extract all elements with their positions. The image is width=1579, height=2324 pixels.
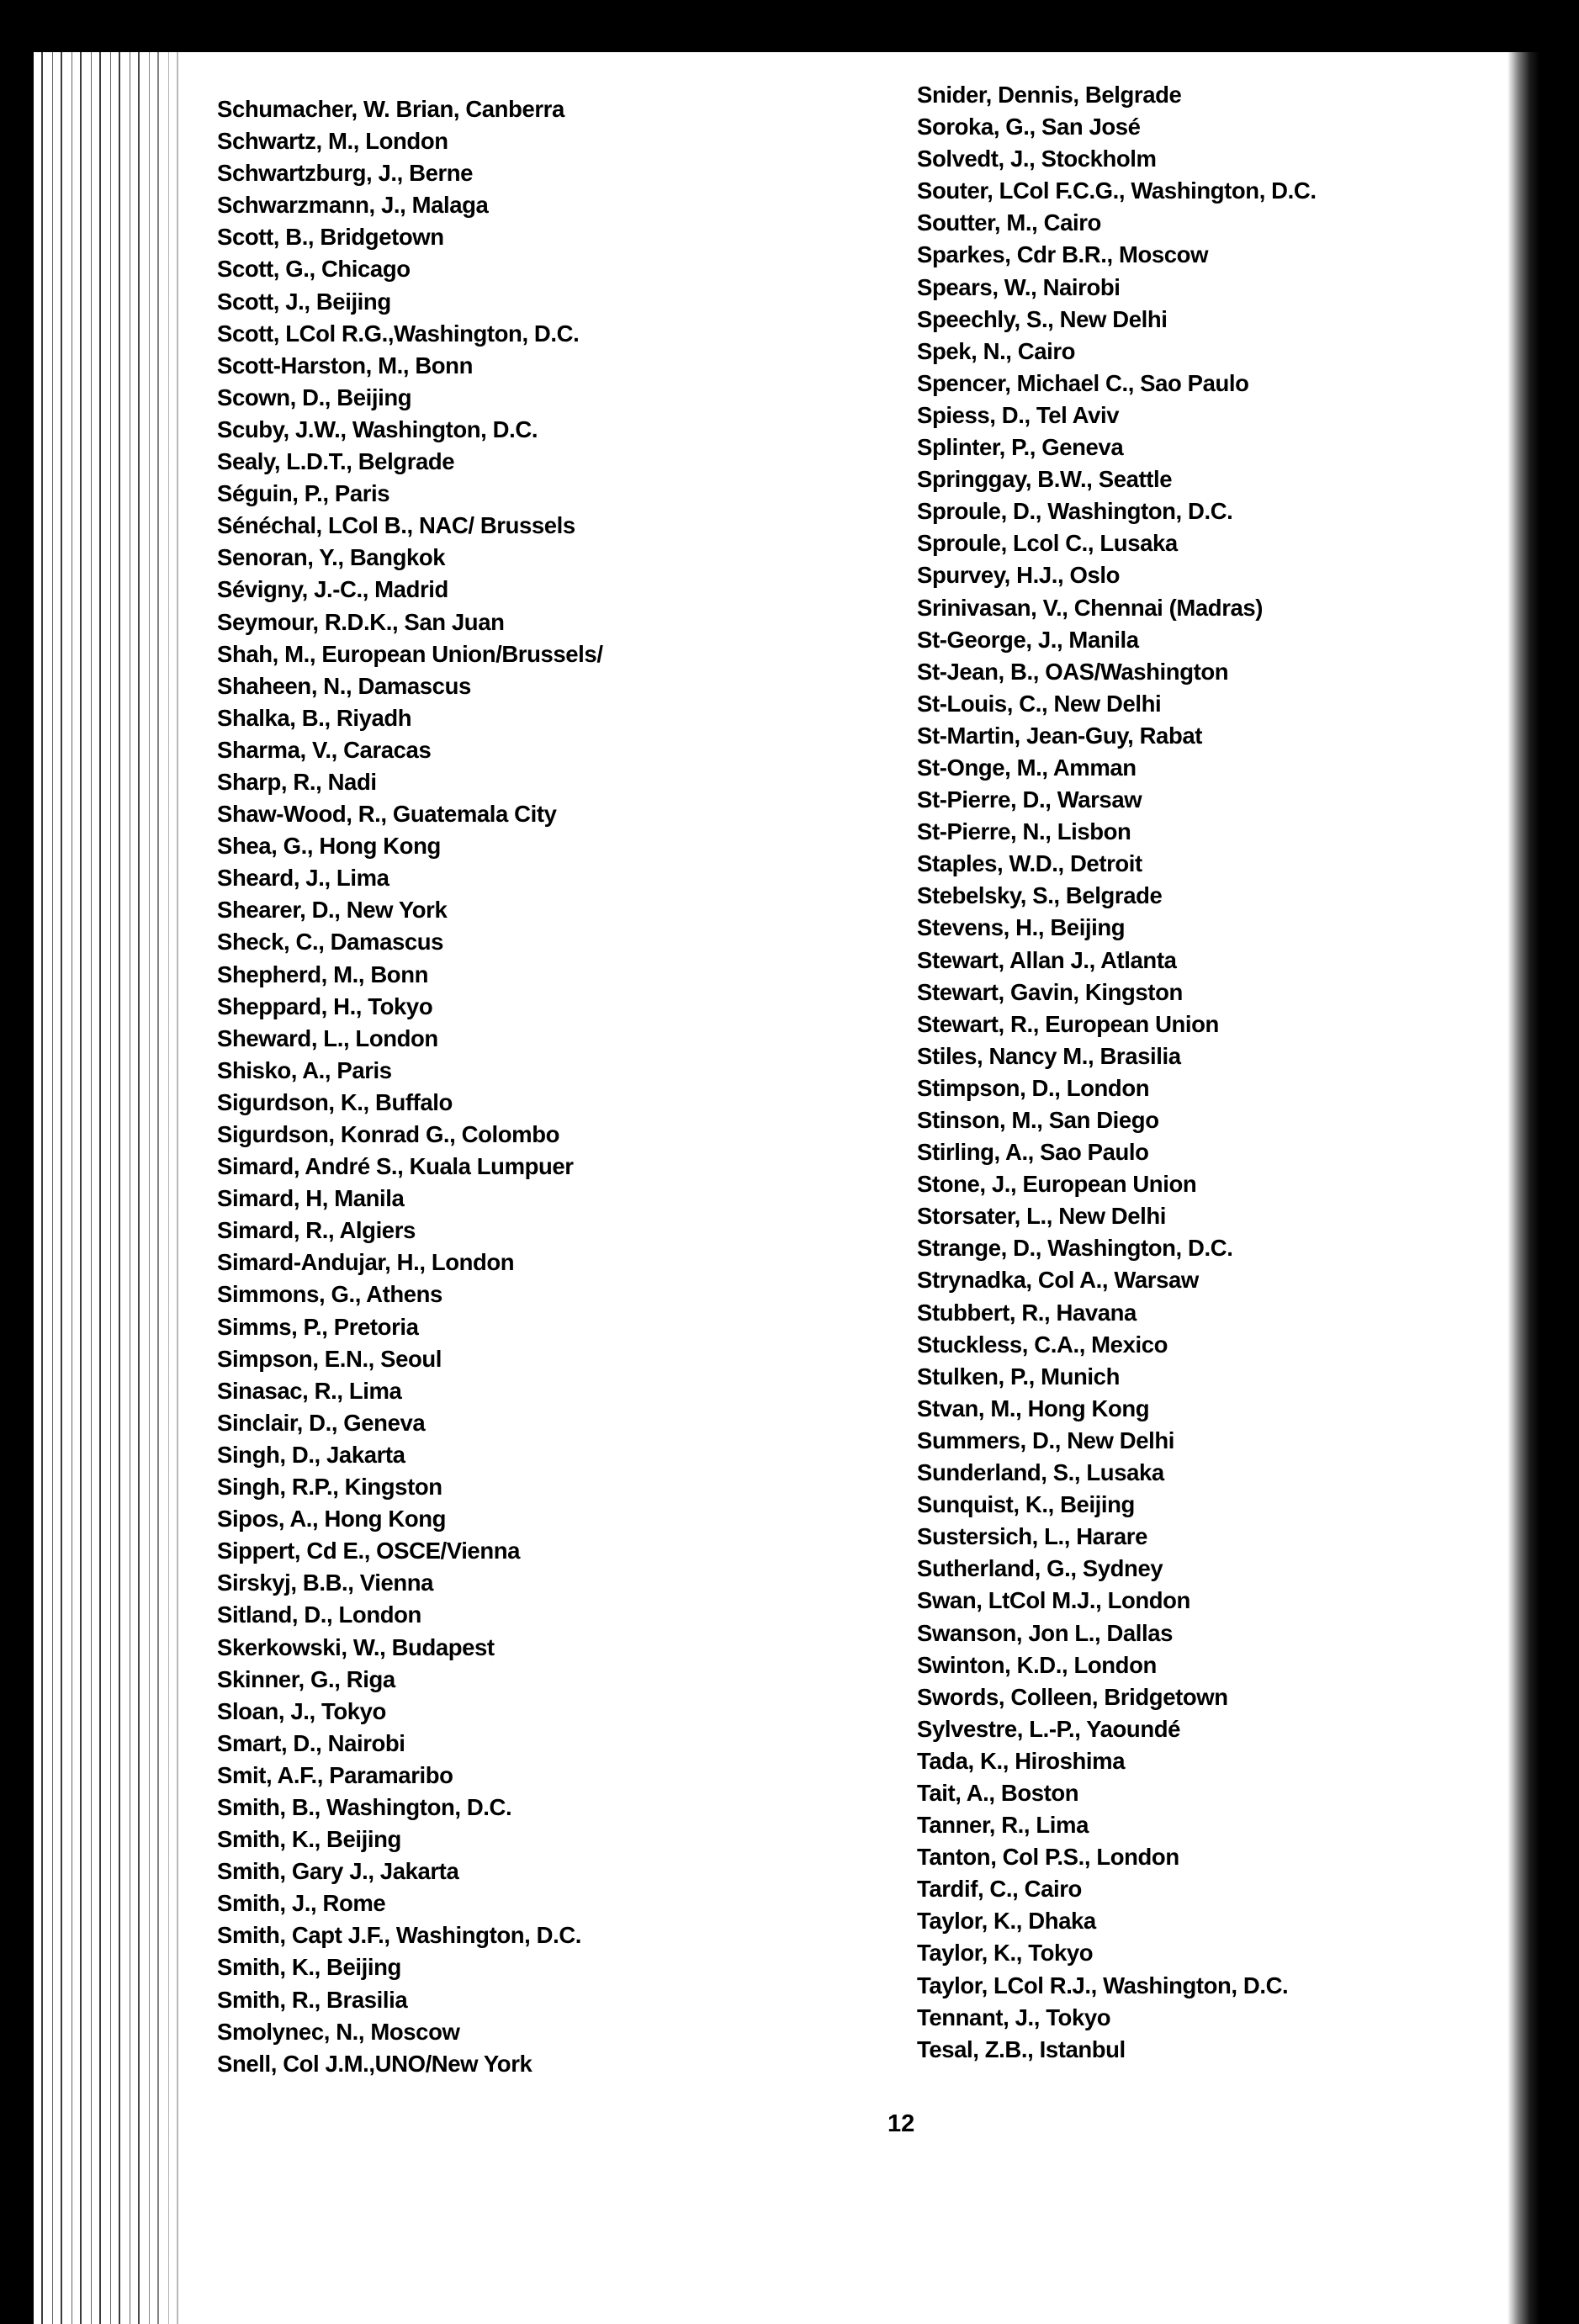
directory-entry: Smith, J., Rome (217, 1890, 386, 1917)
directory-entry: Sirskyj, B.B., Vienna (217, 1570, 434, 1596)
directory-entry: Stone, J., European Union (917, 1171, 1197, 1198)
directory-entry: Smith, R., Brasilia (217, 1986, 408, 2013)
directory-entry: Shaw-Wood, R., Guatemala City (217, 801, 557, 828)
directory-entry: Sipos, A., Hong Kong (217, 1506, 447, 1533)
page-number: 12 (888, 2110, 915, 2137)
directory-entry: Tait, A., Boston (917, 1779, 1079, 1806)
directory-entry: Spiess, D., Tel Aviv (917, 401, 1120, 428)
directory-entry: Taylor, K., Dhaka (917, 1908, 1096, 1935)
directory-entry: Sheppard, H., Tokyo (217, 993, 433, 1019)
directory-entry: Souter, LCol F.C.G., Washington, D.C. (917, 177, 1317, 204)
directory-entry: St-Jean, B., OAS/Washington (917, 658, 1229, 685)
directory-entry: St-Louis, C., New Delhi (917, 690, 1162, 717)
directory-entry: Smit, A.F., Paramaribo (217, 1761, 453, 1788)
directory-entry: Sigurdson, Konrad G., Colombo (217, 1121, 559, 1147)
directory-entry: Scown, D., Beijing (217, 384, 412, 410)
directory-entry: Smith, Gary J., Jakarta (217, 1858, 459, 1885)
directory-entry: Sippert, Cd E., OSCE/Vienna (217, 1538, 521, 1564)
directory-entry: Stvan, M., Hong Kong (917, 1395, 1150, 1421)
directory-entry: Scott, LCol R.G.,Washington, D.C. (217, 320, 580, 347)
directory-entry: Stirling, A., Sao Paulo (917, 1139, 1149, 1166)
directory-entry: Scuby, J.W., Washington, D.C. (217, 416, 538, 442)
directory-entry: Stewart, Gavin, Kingston (917, 978, 1183, 1005)
directory-entry: Sinasac, R., Lima (217, 1377, 402, 1404)
directory-entry: Srinivasan, V., Chennai (Madras) (917, 594, 1264, 621)
directory-entry: Singh, D., Jakarta (217, 1441, 405, 1468)
directory-entry: Sigurdson, K., Buffalo (217, 1088, 453, 1115)
directory-entry: Smart, D., Nairobi (217, 1729, 405, 1756)
directory-entry: Smith, Capt J.F., Washington, D.C. (217, 1922, 582, 1949)
directory-entry: Tennant, J., Tokyo (917, 2004, 1111, 2030)
directory-entry: St-Onge, M., Amman (917, 754, 1137, 781)
directory-entry: Stuckless, C.A., Mexico (917, 1331, 1168, 1358)
directory-entry: Sunquist, K., Beijing (917, 1491, 1135, 1518)
directory-entry: Skerkowski, W., Budapest (217, 1633, 495, 1660)
directory-entry: Strange, D., Washington, D.C. (917, 1235, 1233, 1262)
directory-entry: Sproule, Lcol C., Lusaka (917, 530, 1178, 557)
directory-entry: Staples, W.D., Detroit (917, 850, 1142, 877)
directory-entry: Solvedt, J., Stockholm (917, 146, 1157, 172)
directory-entry: Sunderland, S., Lusaka (917, 1459, 1164, 1486)
directory-entry: St-George, J., Manila (917, 626, 1139, 653)
directory-entry: Scott, J., Beijing (217, 288, 391, 315)
directory-entry: Stiles, Nancy M., Brasilia (917, 1042, 1181, 1069)
directory-entry: Shea, G., Hong Kong (217, 833, 441, 860)
directory-entry: Speechly, S., New Delhi (917, 305, 1168, 332)
directory-entry: Spurvey, H.J., Oslo (917, 562, 1121, 589)
directory-entry: Taylor, K., Tokyo (917, 1940, 1094, 1967)
directory-entry: Singh, R.P., Kingston (217, 1474, 442, 1501)
directory-entry: Stewart, Allan J., Atlanta (917, 946, 1177, 973)
directory-entry: Tanner, R., Lima (917, 1812, 1089, 1839)
directory-entry: Spek, N., Cairo (917, 337, 1076, 364)
directory-entry: Soroka, G., San José (917, 114, 1141, 140)
directory-entry: Swanson, Jon L., Dallas (917, 1619, 1174, 1646)
directory-entry: Schwarzmann, J., Malaga (217, 192, 489, 219)
directory-entry: Stewart, R., European Union (917, 1010, 1219, 1037)
directory-entry: St-Pierre, N., Lisbon (917, 818, 1131, 845)
directory-entry: Snider, Dennis, Belgrade (917, 82, 1182, 108)
directory-entry: Summers, D., New Delhi (917, 1427, 1175, 1453)
directory-entry: Storsater, L., New Delhi (917, 1203, 1167, 1230)
directory-entry: Stinson, M., San Diego (917, 1107, 1159, 1133)
directory-entry: Swords, Colleen, Bridgetown (917, 1683, 1228, 1710)
directory-entry: Shepherd, M., Bonn (217, 961, 428, 987)
directory-entry: Shisko, A., Paris (217, 1056, 392, 1083)
directory-entry: Sproule, D., Washington, D.C. (917, 498, 1233, 525)
directory-entry: Seymour, R.D.K., San Juan (217, 608, 505, 635)
directory-entry: Sylvestre, L.-P., Yaoundé (917, 1715, 1181, 1742)
directory-entry: Scott, B., Bridgetown (217, 224, 444, 251)
directory-entry: Sharma, V., Caracas (217, 736, 432, 763)
directory-entry: Sheck, C., Damascus (217, 929, 444, 956)
directory-entry: Sheward, L., London (217, 1024, 438, 1051)
directory-entry: Shaheen, N., Damascus (217, 672, 471, 699)
directory-entry: Taylor, LCol R.J., Washington, D.C. (917, 1972, 1289, 1998)
directory-entry: Tardif, C., Cairo (917, 1876, 1082, 1903)
directory-entry: Stevens, H., Beijing (917, 914, 1126, 941)
directory-entry: Sharp, R., Nadi (217, 768, 377, 795)
directory-entry: Simmons, G., Athens (217, 1281, 442, 1308)
directory-entry: Simpson, E.N., Seoul (217, 1345, 442, 1372)
directory-entry: Schumacher, W. Brian, Canberra (217, 96, 564, 122)
directory-entry: Stebelsky, S., Belgrade (917, 882, 1163, 909)
directory-entry: St-Pierre, D., Warsaw (917, 786, 1142, 813)
name-list-left-column (217, 93, 603, 2080)
directory-entry: Simard, H, Manila (217, 1185, 405, 1212)
directory-entry: Skinner, G., Riga (217, 1665, 395, 1692)
directory-entry: Spears, W., Nairobi (917, 273, 1121, 300)
directory-entry: Shalka, B., Riyadh (217, 704, 412, 731)
directory-entry: Sustersich, L., Harare (917, 1523, 1147, 1550)
directory-entry: Strynadka, Col A., Warsaw (917, 1267, 1199, 1294)
directory-entry: Simard-Andujar, H., London (217, 1249, 515, 1276)
directory-entry: Stubbert, R., Havana (917, 1299, 1137, 1326)
directory-entry: Shearer, D., New York (217, 897, 448, 924)
directory-entry: Tesal, Z.B., Istanbul (917, 2035, 1126, 2062)
directory-entry: Senoran, Y., Bangkok (217, 544, 446, 571)
directory-entry: Swan, LtCol M.J., London (917, 1587, 1190, 1614)
directory-entry: Smith, K., Beijing (217, 1826, 401, 1853)
binding-fade (135, 52, 202, 2324)
directory-entry: Sénéchal, LCol B., NAC/ Brussels (217, 512, 575, 539)
directory-entry: Simms, P., Pretoria (217, 1313, 419, 1340)
directory-entry: Sparkes, Cdr B.R., Moscow (917, 241, 1209, 268)
directory-entry: Simard, André S., Kuala Lumpuer (217, 1153, 574, 1180)
directory-entry: Smith, K., Beijing (217, 1954, 401, 1981)
directory-entry: Splinter, P., Geneva (917, 434, 1124, 461)
page-right-edge (1507, 52, 1539, 2324)
directory-entry: Sealy, L.D.T., Belgrade (217, 448, 455, 475)
directory-entry: St-Martin, Jean-Guy, Rabat (917, 722, 1203, 749)
directory-entry: Snell, Col J.M.,UNO/New York (217, 2050, 533, 2077)
directory-entry: Smith, B., Washington, D.C. (217, 1793, 512, 1820)
directory-entry: Springgay, B.W., Seattle (917, 466, 1173, 493)
directory-entry: Shah, M., European Union/Brussels/ (217, 640, 603, 667)
directory-entry: Tanton, Col P.S., London (917, 1844, 1179, 1871)
directory-entry: Sinclair, D., Geneva (217, 1409, 426, 1436)
directory-entry: Séguin, P., Paris (217, 480, 390, 507)
directory-entry: Simard, R., Algiers (217, 1217, 416, 1244)
directory-entry: Stimpson, D., London (917, 1074, 1150, 1101)
directory-entry: Sutherland, G., Sydney (917, 1555, 1163, 1582)
directory-entry: Soutter, M., Cairo (917, 209, 1101, 236)
directory-entry: Sloan, J., Tokyo (217, 1697, 386, 1724)
directory-entry: Smolynec, N., Moscow (217, 2018, 460, 2045)
directory-entry: Scott-Harston, M., Bonn (217, 352, 473, 379)
directory-entry: Tada, K., Hiroshima (917, 1747, 1126, 1774)
directory-entry: Swinton, K.D., London (917, 1651, 1157, 1678)
directory-entry: Spencer, Michael C., Sao Paulo (917, 369, 1249, 396)
directory-entry: Scott, G., Chicago (217, 256, 411, 283)
directory-entry: Sheard, J., Lima (217, 865, 389, 892)
directory-entry: Sitland, D., London (217, 1601, 421, 1628)
directory-entry: Sévigny, J.-C., Madrid (217, 576, 448, 603)
directory-entry: Schwartzburg, J., Berne (217, 160, 474, 187)
name-list-right-column (917, 79, 1317, 2066)
directory-entry: Stulken, P., Munich (917, 1363, 1120, 1390)
directory-entry: Schwartz, M., London (217, 128, 448, 155)
